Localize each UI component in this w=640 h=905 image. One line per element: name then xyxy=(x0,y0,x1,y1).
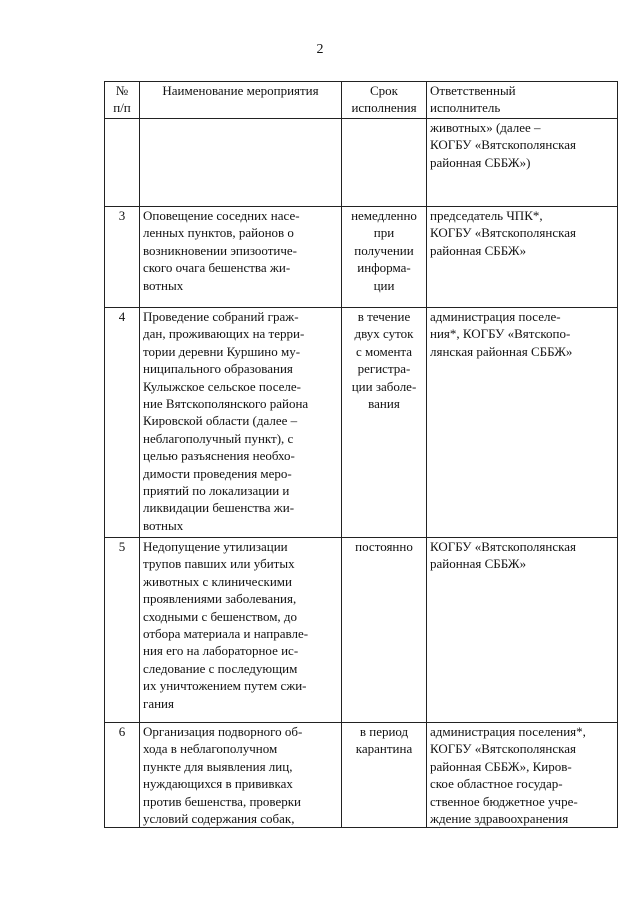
cell-num: 3 xyxy=(105,207,140,308)
table-row xyxy=(105,207,618,308)
table-header-row xyxy=(105,82,618,119)
cell-term: в течение двух суток с момента регистра- ции заболе- вания xyxy=(342,308,427,538)
cell-name: Недопущение утилизации трупов павших или убитых животных с клиническими проявлениями заболевания, сходными с бешенством, до отбора материала и направле- ния его на лабораторное ис- следование с последующим их уничтожением путем сжи- гания xyxy=(140,538,342,723)
cell-name: Организация подворного об- хода в неблагополучном пункте для выявления лиц, нуждающихся в прививках против бешенства, проверки условий содержания собак, xyxy=(140,723,342,828)
cell-term: немедленно при получении информа- ции xyxy=(342,207,427,308)
cell-responsible: КОГБУ «Вятскополянская районная СББЖ» xyxy=(427,538,618,723)
cell-term xyxy=(342,119,427,207)
page-number: 2 xyxy=(316,42,324,57)
header-responsible: Ответственный исполнитель xyxy=(427,82,618,119)
cell-num: 6 xyxy=(105,723,140,828)
header-name: Наименование мероприятия xyxy=(140,82,342,119)
cell-num: 4 xyxy=(105,308,140,538)
cell-num: 5 xyxy=(105,538,140,723)
header-term: Срок исполнения xyxy=(342,82,427,119)
cell-responsible: председатель ЧПК*, КОГБУ «Вятскополянская районная СББЖ» xyxy=(427,207,618,308)
table-row xyxy=(105,119,618,207)
measures-table xyxy=(104,81,618,828)
cell-name: Оповещение соседних насе- ленных пунктов, районов о возникновении эпизоотиче- ского очага бешенства жи- вотных xyxy=(140,207,342,308)
table-row xyxy=(105,538,618,723)
cell-term: в период карантина xyxy=(342,723,427,828)
cell-responsible: животных» (далее – КОГБУ «Вятскополянская районная СББЖ») xyxy=(427,119,618,207)
table-row xyxy=(105,308,618,538)
cell-responsible: администрация поселе- ния*, КОГБУ «Вятскопо- лянская районная СББЖ» xyxy=(427,308,618,538)
cell-num xyxy=(105,119,140,207)
cell-name: Проведение собраний граж- дан, проживающих на терри- тории деревни Куршино му- ниципального образования Кулыжское сельское поселе- ние Вятскополянского района Кировской области (далее – неблагополучный пункт), с целью разъяснения необхо- димости проведения меро- приятий по локализации и ликвидации бешенства жи- вотных xyxy=(140,308,342,538)
cell-term: постоянно xyxy=(342,538,427,723)
cell-responsible: администрация поселения*, КОГБУ «Вятскополянская районная СББЖ», Киров- ское областное государ- ственное бюджетное учре- ждение здравоохранения xyxy=(427,723,618,828)
table-row xyxy=(105,723,618,828)
header-num: № п/п xyxy=(105,82,140,119)
cell-name xyxy=(140,119,342,207)
